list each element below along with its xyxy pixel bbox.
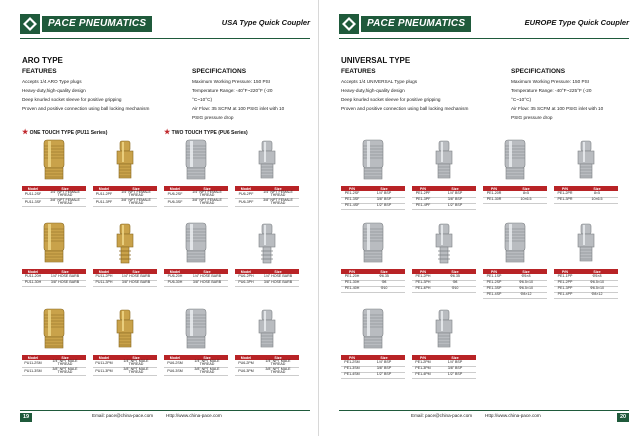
table-row bbox=[235, 198, 299, 206]
table-row bbox=[412, 286, 476, 292]
table-cell: PE1-4SF bbox=[341, 203, 363, 209]
table-cell: PU11-3SM bbox=[22, 367, 44, 375]
table-cell: PU6-2SF bbox=[164, 191, 186, 198]
table-cell: PE1-3PM bbox=[412, 366, 434, 372]
steel-socket-icon bbox=[495, 138, 535, 182]
type-title: UNIVERSAL TYPE bbox=[341, 56, 411, 65]
footer bbox=[20, 410, 310, 422]
table-cell: PU6-20H bbox=[164, 274, 186, 280]
spec-table-header: Size bbox=[44, 355, 86, 360]
spec-table bbox=[412, 355, 476, 379]
spec-table-header: P/N bbox=[341, 355, 363, 360]
table-cell: 3/8" BSP bbox=[363, 197, 405, 203]
spec-table-header: Size bbox=[115, 186, 157, 191]
spec-table-header: P/N bbox=[341, 186, 363, 191]
spec-table-header: Size bbox=[363, 186, 405, 191]
table-cell: PE1-2SP bbox=[483, 280, 505, 286]
table-cell: Φ6.35 bbox=[363, 274, 405, 280]
steel-plug-icon bbox=[566, 221, 606, 265]
spec-line: °C~10°C) bbox=[511, 97, 532, 102]
table-cell: 3/8" HOSE BARB bbox=[257, 280, 299, 286]
table-cell: PE1-2SF bbox=[341, 191, 363, 197]
table-cell: PE1-4PH bbox=[412, 286, 434, 292]
table-cell: 3/8" NPT FEMALE THREAD bbox=[44, 198, 86, 206]
product-item bbox=[412, 307, 476, 379]
contact-email: Email: pace@china-pace.com bbox=[411, 413, 473, 418]
spec-table-header: Size bbox=[363, 355, 405, 360]
product-item bbox=[483, 138, 547, 210]
table-cell: 3/8" NPT MALE THREAD bbox=[115, 367, 157, 375]
steel-barb-icon bbox=[424, 221, 464, 265]
product-item bbox=[341, 221, 405, 293]
spec-line: Temperature Range: -40°F~225°F (-20 bbox=[511, 88, 592, 93]
table-cell: PE1-30H bbox=[341, 280, 363, 286]
spec-line: PSIG pressure drop bbox=[511, 115, 553, 120]
table-cell: PE1-3SM bbox=[341, 366, 363, 372]
brand-name: PACE PNEUMATICS bbox=[361, 16, 471, 32]
product-item bbox=[93, 221, 157, 293]
table-row bbox=[341, 372, 405, 378]
table-cell: 10×6.5 bbox=[505, 197, 547, 203]
product-item bbox=[164, 221, 228, 293]
table-cell: PE1-3PH bbox=[412, 280, 434, 286]
product-item bbox=[22, 307, 86, 379]
table-cell: 3/8" NPT MALE THREAD bbox=[186, 367, 228, 375]
spec-table-header: P/N bbox=[554, 269, 576, 274]
table-row bbox=[93, 198, 157, 206]
table-cell: Φ6.5×10 bbox=[505, 280, 547, 286]
steel-socket-icon bbox=[495, 221, 535, 265]
table-cell: 1/4" HOSE BARB bbox=[186, 274, 228, 280]
spec-table bbox=[554, 186, 618, 204]
table-cell: 1/4" HOSE BARB bbox=[257, 274, 299, 280]
product-item bbox=[235, 307, 299, 379]
spec-table bbox=[164, 186, 228, 207]
spec-table-header: Model bbox=[93, 269, 115, 274]
table-row bbox=[235, 280, 299, 286]
product-item bbox=[93, 307, 157, 379]
table-cell: Φ6.5×10 bbox=[505, 286, 547, 292]
spec-table bbox=[22, 355, 86, 376]
table-cell: 1/4" HOSE BARB bbox=[44, 274, 86, 280]
steel-plug-icon bbox=[247, 138, 287, 182]
spec-table-header: Size bbox=[434, 186, 476, 191]
spec-line: Temperature Range: -40°F~220°F (-20 bbox=[192, 88, 273, 93]
spec-table-header: Size bbox=[186, 186, 228, 191]
spec-table-header: Model bbox=[93, 186, 115, 191]
steel-socket-icon bbox=[353, 221, 393, 265]
table-cell: 3/8" HOSE BARB bbox=[44, 280, 86, 286]
table-row bbox=[341, 203, 405, 209]
spec-table-header: Size bbox=[505, 269, 547, 274]
specs-heading: SPECIFICATIONS bbox=[511, 68, 566, 75]
spec-table-header: Size bbox=[115, 269, 157, 274]
table-cell: PU11-3PF bbox=[93, 198, 115, 206]
spec-table-header: Size bbox=[186, 355, 228, 360]
table-row bbox=[22, 367, 86, 375]
feature-line: Accepts 1/4 ARO Type plugs bbox=[22, 79, 82, 84]
table-cell: PE1-30R bbox=[483, 197, 505, 203]
table-cell: PU6-2PM bbox=[235, 360, 257, 367]
steel-plug-icon bbox=[424, 307, 464, 351]
table-cell: PU11-2SM bbox=[22, 360, 44, 367]
product-item bbox=[341, 307, 405, 379]
feature-line: Heavy-duty,high-quality design bbox=[22, 88, 86, 93]
table-cell: PU11-20H bbox=[22, 274, 44, 280]
table-cell: PU11-3SF bbox=[22, 198, 44, 206]
table-cell: 1/4" NPT FEMALE THREAD bbox=[186, 191, 228, 198]
steel-socket-icon bbox=[176, 307, 216, 351]
spec-table bbox=[483, 186, 547, 204]
table-cell: PU11-3PH bbox=[93, 280, 115, 286]
contact-web: Http://www.china-pace.com bbox=[166, 413, 222, 418]
product-item bbox=[164, 307, 228, 379]
spec-table-header: P/N bbox=[412, 269, 434, 274]
table-cell: 1/4" BSP bbox=[363, 360, 405, 366]
contact-web: Http://www.china-pace.com bbox=[485, 413, 541, 418]
table-row bbox=[93, 367, 157, 375]
spec-table-header: Model bbox=[22, 269, 44, 274]
table-cell: 8×5 bbox=[576, 191, 618, 197]
table-row bbox=[22, 198, 86, 206]
table-row bbox=[164, 198, 228, 206]
table-cell: Φ6.5×10 bbox=[576, 280, 618, 286]
table-cell: 3/8" NPT FEMALE THREAD bbox=[257, 198, 299, 206]
spec-table bbox=[22, 186, 86, 207]
brass-plug-icon bbox=[105, 307, 145, 351]
product-item bbox=[93, 138, 157, 210]
feature-line: Accepts 1/4 UNIVERSAL Type plugs bbox=[341, 79, 418, 84]
table-cell: PE1-1PP bbox=[554, 274, 576, 280]
page-header bbox=[20, 14, 310, 34]
spec-table-header: Model bbox=[164, 186, 186, 191]
table-cell: 1/4" NPT MALE THREAD bbox=[44, 360, 86, 367]
spec-table bbox=[93, 186, 157, 207]
section-title: USA Type Quick Coupler bbox=[221, 18, 310, 27]
spec-table-header: Model bbox=[93, 355, 115, 360]
table-cell: Φ10 bbox=[363, 286, 405, 292]
brand-logo-icon bbox=[20, 14, 40, 34]
table-cell: 1/4" NPT FEMALE THREAD bbox=[257, 191, 299, 198]
table-cell: PE1-4SP bbox=[483, 292, 505, 298]
spec-table-header: P/N bbox=[554, 186, 576, 191]
features-heading: FEATURES bbox=[22, 68, 57, 75]
table-cell: PE1-4PP bbox=[554, 292, 576, 298]
header-rule bbox=[20, 38, 310, 39]
table-row bbox=[164, 280, 228, 286]
spec-table-header: Size bbox=[505, 186, 547, 191]
table-cell: 1/4" NPT MALE THREAD bbox=[186, 360, 228, 367]
table-cell: PE1-3SF bbox=[341, 197, 363, 203]
spec-table-header: P/N bbox=[483, 269, 505, 274]
spec-table bbox=[341, 269, 405, 293]
table-cell: 1/4" BSP bbox=[434, 191, 476, 197]
table-cell: PU11-2PM bbox=[93, 360, 115, 367]
table-row bbox=[164, 367, 228, 375]
table-row bbox=[554, 292, 618, 298]
table-cell: 1/2" BSP bbox=[434, 203, 476, 209]
steel-socket-icon bbox=[353, 138, 393, 182]
spec-table-header: P/N bbox=[483, 186, 505, 191]
steel-plug-icon bbox=[424, 138, 464, 182]
table-cell: 3/8" HOSE BARB bbox=[186, 280, 228, 286]
table-cell: Φ5×8 bbox=[505, 274, 547, 280]
page-number: 20 bbox=[617, 413, 629, 422]
table-cell: PE1-2PF bbox=[412, 191, 434, 197]
series-heading-two-touch bbox=[164, 128, 248, 136]
spec-table-header: Model bbox=[235, 269, 257, 274]
spec-table bbox=[235, 355, 299, 376]
spec-table bbox=[93, 269, 157, 287]
table-cell: PE1-2PH bbox=[412, 274, 434, 280]
product-item bbox=[164, 138, 228, 210]
table-cell: 1/2" BSP bbox=[434, 372, 476, 378]
table-row bbox=[412, 372, 476, 378]
spec-line: Air Flow: 35 SCFM at 100 PSIG inlet with 10 bbox=[511, 106, 604, 111]
series-label: TWO TOUCH TYPE (PU6 Series) bbox=[171, 130, 248, 136]
series-heading-one-touch bbox=[22, 128, 107, 136]
table-cell: PU6-3PM bbox=[235, 367, 257, 375]
spec-table-header: Model bbox=[235, 186, 257, 191]
page-number: 19 bbox=[20, 413, 32, 422]
table-cell: 3/8" NPT MALE THREAD bbox=[44, 367, 86, 375]
table-cell: 1/4" NPT FEMALE THREAD bbox=[115, 191, 157, 198]
product-item bbox=[412, 221, 476, 293]
feature-line: Proven and positive connection using ball locking mechanism bbox=[341, 106, 469, 111]
steel-socket-icon bbox=[176, 138, 216, 182]
spec-table bbox=[412, 269, 476, 293]
feature-line: Proven and positive connection using ball locking mechanism bbox=[22, 106, 150, 111]
table-row bbox=[483, 197, 547, 203]
product-item bbox=[235, 221, 299, 293]
table-cell: PE1-1SP bbox=[483, 274, 505, 280]
table-row bbox=[22, 280, 86, 286]
spec-line: Maximum Working Pressure: 150 PSI bbox=[192, 79, 271, 84]
spec-table-header: Size bbox=[115, 355, 157, 360]
table-cell: 1/4" BSP bbox=[363, 191, 405, 197]
feature-line: Heavy-duty,high-quality design bbox=[341, 88, 405, 93]
table-cell: 8×5 bbox=[505, 191, 547, 197]
table-cell: PU11-2PF bbox=[93, 191, 115, 198]
spec-table-header: Size bbox=[44, 186, 86, 191]
table-cell: PE1-3PR bbox=[554, 197, 576, 203]
table-cell: PE1-3SP bbox=[483, 286, 505, 292]
spec-table-header: Model bbox=[235, 355, 257, 360]
star-icon: ★ bbox=[164, 129, 171, 136]
table-cell: PU6-2PF bbox=[235, 191, 257, 198]
brass-socket-icon bbox=[34, 138, 74, 182]
table-cell: Φ8 bbox=[363, 280, 405, 286]
spec-table-header: Size bbox=[257, 355, 299, 360]
table-row bbox=[341, 286, 405, 292]
table-row bbox=[93, 280, 157, 286]
table-cell: 1/4" BSP bbox=[434, 360, 476, 366]
table-cell: 3/8" NPT FEMALE THREAD bbox=[186, 198, 228, 206]
table-cell: PE1-2SM bbox=[341, 360, 363, 366]
table-cell: PU6-3PH bbox=[235, 280, 257, 286]
table-cell: 3/8" NPT MALE THREAD bbox=[257, 367, 299, 375]
specs-heading: SPECIFICATIONS bbox=[192, 68, 247, 75]
spec-table bbox=[164, 355, 228, 376]
spec-table-header: Size bbox=[434, 269, 476, 274]
table-cell: 1/4" NPT MALE THREAD bbox=[115, 360, 157, 367]
contact-email: Email: pace@china-pace.com bbox=[92, 413, 154, 418]
star-icon: ★ bbox=[22, 129, 29, 136]
table-cell: 1/4" NPT MALE THREAD bbox=[257, 360, 299, 367]
right-page bbox=[319, 0, 638, 436]
spec-table bbox=[235, 269, 299, 287]
table-cell: PE1-40H bbox=[341, 286, 363, 292]
brand-logo-icon bbox=[339, 14, 359, 34]
brass-plug-icon bbox=[105, 138, 145, 182]
spec-table-header: Size bbox=[186, 269, 228, 274]
table-cell: 1/4" NPT FEMALE THREAD bbox=[44, 191, 86, 198]
product-item bbox=[341, 138, 405, 210]
spec-table-header: Size bbox=[576, 269, 618, 274]
spec-table-header: P/N bbox=[412, 186, 434, 191]
table-cell: 10×6.5 bbox=[576, 197, 618, 203]
table-cell: Φ5×8 bbox=[576, 274, 618, 280]
spec-table-header: P/N bbox=[412, 355, 434, 360]
table-cell: PU11-2SF bbox=[22, 191, 44, 198]
spec-table bbox=[412, 186, 476, 210]
table-cell: PE1-2PM bbox=[412, 360, 434, 366]
steel-socket-icon bbox=[353, 307, 393, 351]
table-cell: 3/8" HOSE BARB bbox=[115, 280, 157, 286]
steel-plug-icon bbox=[247, 307, 287, 351]
table-cell: PE1-4PM bbox=[412, 372, 434, 378]
table-row bbox=[235, 367, 299, 375]
spec-line: Air Flow: 35 SCFM at 100 PSIG inlet with 10 bbox=[192, 106, 285, 111]
spec-line: PSIG pressure drop bbox=[192, 115, 234, 120]
spec-table-header: Size bbox=[257, 186, 299, 191]
spec-table bbox=[235, 186, 299, 207]
table-cell: PE1-2PP bbox=[554, 280, 576, 286]
table-row bbox=[483, 292, 547, 298]
table-cell: PE1-4SM bbox=[341, 372, 363, 378]
brass-socket-icon bbox=[34, 307, 74, 351]
feature-line: Deep knurled socket sleeve for positive gripping bbox=[341, 97, 441, 102]
table-cell: PU6-2PH bbox=[235, 274, 257, 280]
table-cell: 3/8" BSP bbox=[434, 197, 476, 203]
spec-table-header: Size bbox=[434, 355, 476, 360]
product-item bbox=[22, 221, 86, 293]
product-item bbox=[483, 221, 547, 297]
spec-table bbox=[93, 355, 157, 376]
spec-line: Maximum Working Pressure: 150 PSI bbox=[511, 79, 590, 84]
features-heading: FEATURES bbox=[341, 68, 376, 75]
table-cell: PU6-3SM bbox=[164, 367, 186, 375]
spec-table-header: Size bbox=[576, 186, 618, 191]
table-cell: PU11-30H bbox=[22, 280, 44, 286]
spec-table bbox=[554, 269, 618, 299]
brass-barb-icon bbox=[105, 221, 145, 265]
spec-table-header: Model bbox=[164, 355, 186, 360]
table-cell: 3/8" BSP bbox=[363, 366, 405, 372]
table-cell: PU6-30H bbox=[164, 280, 186, 286]
table-cell: PU6-2SM bbox=[164, 360, 186, 367]
type-title: ARO TYPE bbox=[22, 56, 63, 65]
spec-table-header: Size bbox=[257, 269, 299, 274]
table-cell: PE1-3PP bbox=[554, 286, 576, 292]
steel-plug-icon bbox=[566, 138, 606, 182]
table-cell: Φ8×12 bbox=[505, 292, 547, 298]
product-item bbox=[235, 138, 299, 210]
brass-socket-icon bbox=[34, 221, 74, 265]
spec-table bbox=[483, 269, 547, 299]
spec-table-header: P/N bbox=[341, 269, 363, 274]
table-cell: Φ8×12 bbox=[576, 292, 618, 298]
table-cell: Φ8 bbox=[434, 280, 476, 286]
table-cell: PU11-2PH bbox=[93, 274, 115, 280]
header-rule bbox=[339, 38, 629, 39]
product-item bbox=[412, 138, 476, 210]
product-item bbox=[554, 138, 618, 210]
steel-socket-icon bbox=[176, 221, 216, 265]
table-cell: 3/8" NPT FEMALE THREAD bbox=[115, 198, 157, 206]
table-cell: PE1-20R bbox=[483, 191, 505, 197]
spec-table-header: Model bbox=[22, 355, 44, 360]
series-label: ONE TOUCH TYPE (PU11 Series) bbox=[29, 130, 108, 136]
product-item bbox=[554, 221, 618, 297]
table-row bbox=[554, 197, 618, 203]
table-cell: PU6-3SF bbox=[164, 198, 186, 206]
table-cell: PU6-3PF bbox=[235, 198, 257, 206]
spec-table bbox=[164, 269, 228, 287]
table-cell: Φ10 bbox=[434, 286, 476, 292]
section-title: EUROPE Type Quick Coupler bbox=[524, 18, 629, 27]
table-cell: 3/8" BSP bbox=[434, 366, 476, 372]
table-cell: PE1-20H bbox=[341, 274, 363, 280]
steel-barb-icon bbox=[247, 221, 287, 265]
spec-table-header: Size bbox=[44, 269, 86, 274]
spec-table-header: Size bbox=[363, 269, 405, 274]
page-header bbox=[339, 14, 629, 34]
spec-table bbox=[341, 355, 405, 379]
table-cell: PE1-3PF bbox=[412, 197, 434, 203]
spec-line: °C~10°C) bbox=[192, 97, 213, 102]
footer bbox=[339, 410, 629, 422]
table-cell: 1/2" BSP bbox=[363, 372, 405, 378]
table-cell: Φ6.35 bbox=[434, 274, 476, 280]
spec-table-header: Model bbox=[164, 269, 186, 274]
table-cell: 1/2" BSP bbox=[363, 203, 405, 209]
table-cell: PE1-4PF bbox=[412, 203, 434, 209]
spec-table bbox=[22, 269, 86, 287]
brand-name: PACE PNEUMATICS bbox=[42, 16, 152, 32]
table-row bbox=[412, 203, 476, 209]
spec-table-header: Model bbox=[22, 186, 44, 191]
table-cell: PE1-2PR bbox=[554, 191, 576, 197]
table-cell: PU11-3PM bbox=[93, 367, 115, 375]
spec-table bbox=[341, 186, 405, 210]
table-cell: 1/4" HOSE BARB bbox=[115, 274, 157, 280]
table-cell: Φ6.5×10 bbox=[576, 286, 618, 292]
feature-line: Deep knurled socket sleeve for positive gripping bbox=[22, 97, 122, 102]
product-item bbox=[22, 138, 86, 210]
